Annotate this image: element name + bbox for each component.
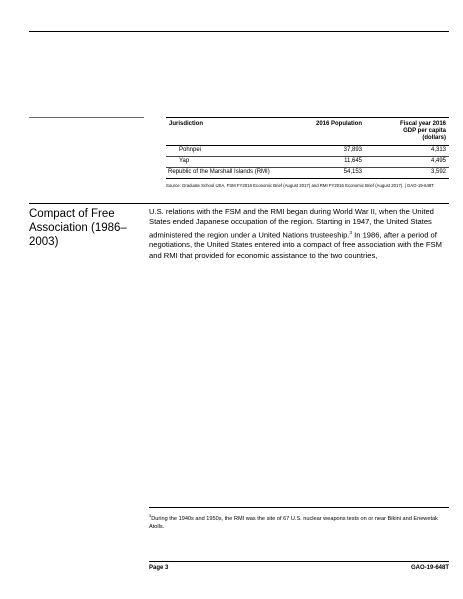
top-rule — [29, 31, 449, 32]
footer-rule — [149, 561, 449, 562]
section-body — [149, 207, 449, 261]
table-row-rule — [166, 156, 449, 157]
section-rule — [29, 203, 449, 204]
body-text-part-1: U.S. relations with the FSM and the RMI began during World War II, when the United States ended Japanese occupation of the region. Starting in 1947, the United States administered the region under a United Nations trusteeship. — [149, 207, 434, 240]
table-source-note: Source: Graduate School USA, FSM FY2016 Economic Brief (August 2017) and RMI FY2016 Economic Brief (August 2017). | GAO-19-648T — [166, 183, 434, 188]
section-heading: Compact of Free Association (1986–2003) — [29, 208, 127, 248]
table-cell-jurisdiction: Pohnpei — [179, 147, 202, 153]
table-cell-gdp: 4,495 — [430, 158, 446, 164]
column-header-jurisdiction: Jurisdiction — [169, 121, 204, 127]
footnote-ref: 3 — [349, 229, 353, 235]
gdp-header-line-2: GDP per capita — [403, 128, 446, 134]
footnote-rule — [149, 507, 449, 508]
column-header-gdp — [366, 121, 446, 142]
table-bottom-rule — [166, 178, 449, 179]
gdp-header-line-1: Fiscal year 2016 — [399, 121, 446, 127]
table-cell-gdp: 3,592 — [430, 169, 446, 175]
footnote-marker: 3 — [149, 513, 152, 518]
table-header-rule — [166, 145, 449, 146]
footnote — [149, 512, 449, 532]
gdp-header-line-3: (dollars) — [422, 135, 446, 141]
table-row-rule — [166, 167, 449, 168]
table-cell-population: 37,893 — [343, 147, 362, 153]
table-cell-jurisdiction: Yap — [179, 158, 190, 164]
table-cell-jurisdiction: Republic of the Marshall Islands (RMI) — [168, 169, 270, 175]
left-margin-rule — [29, 117, 144, 118]
column-header-population: 2016 Population — [315, 121, 362, 127]
report-number: GAO-19-648T — [410, 565, 449, 571]
footnote-text: During the 1940s and 1950s, the RMI was the site of 67 U.S. nuclear weapons tests on or near Bikini and Enewetak Atolls. — [149, 515, 438, 531]
table-cell-population: 54,153 — [343, 169, 362, 175]
page-number: Page 3 — [149, 565, 169, 571]
table-cell-gdp: 4,313 — [430, 147, 446, 153]
table-cell-population: 11,645 — [344, 158, 362, 164]
table-top-rule — [166, 117, 449, 118]
body-text-part-2: In 1986, after a period of negotiations, the United States entered into a compact of free association with the FSM and RMI that provided for economic assistance to the two countries, — [149, 230, 442, 260]
